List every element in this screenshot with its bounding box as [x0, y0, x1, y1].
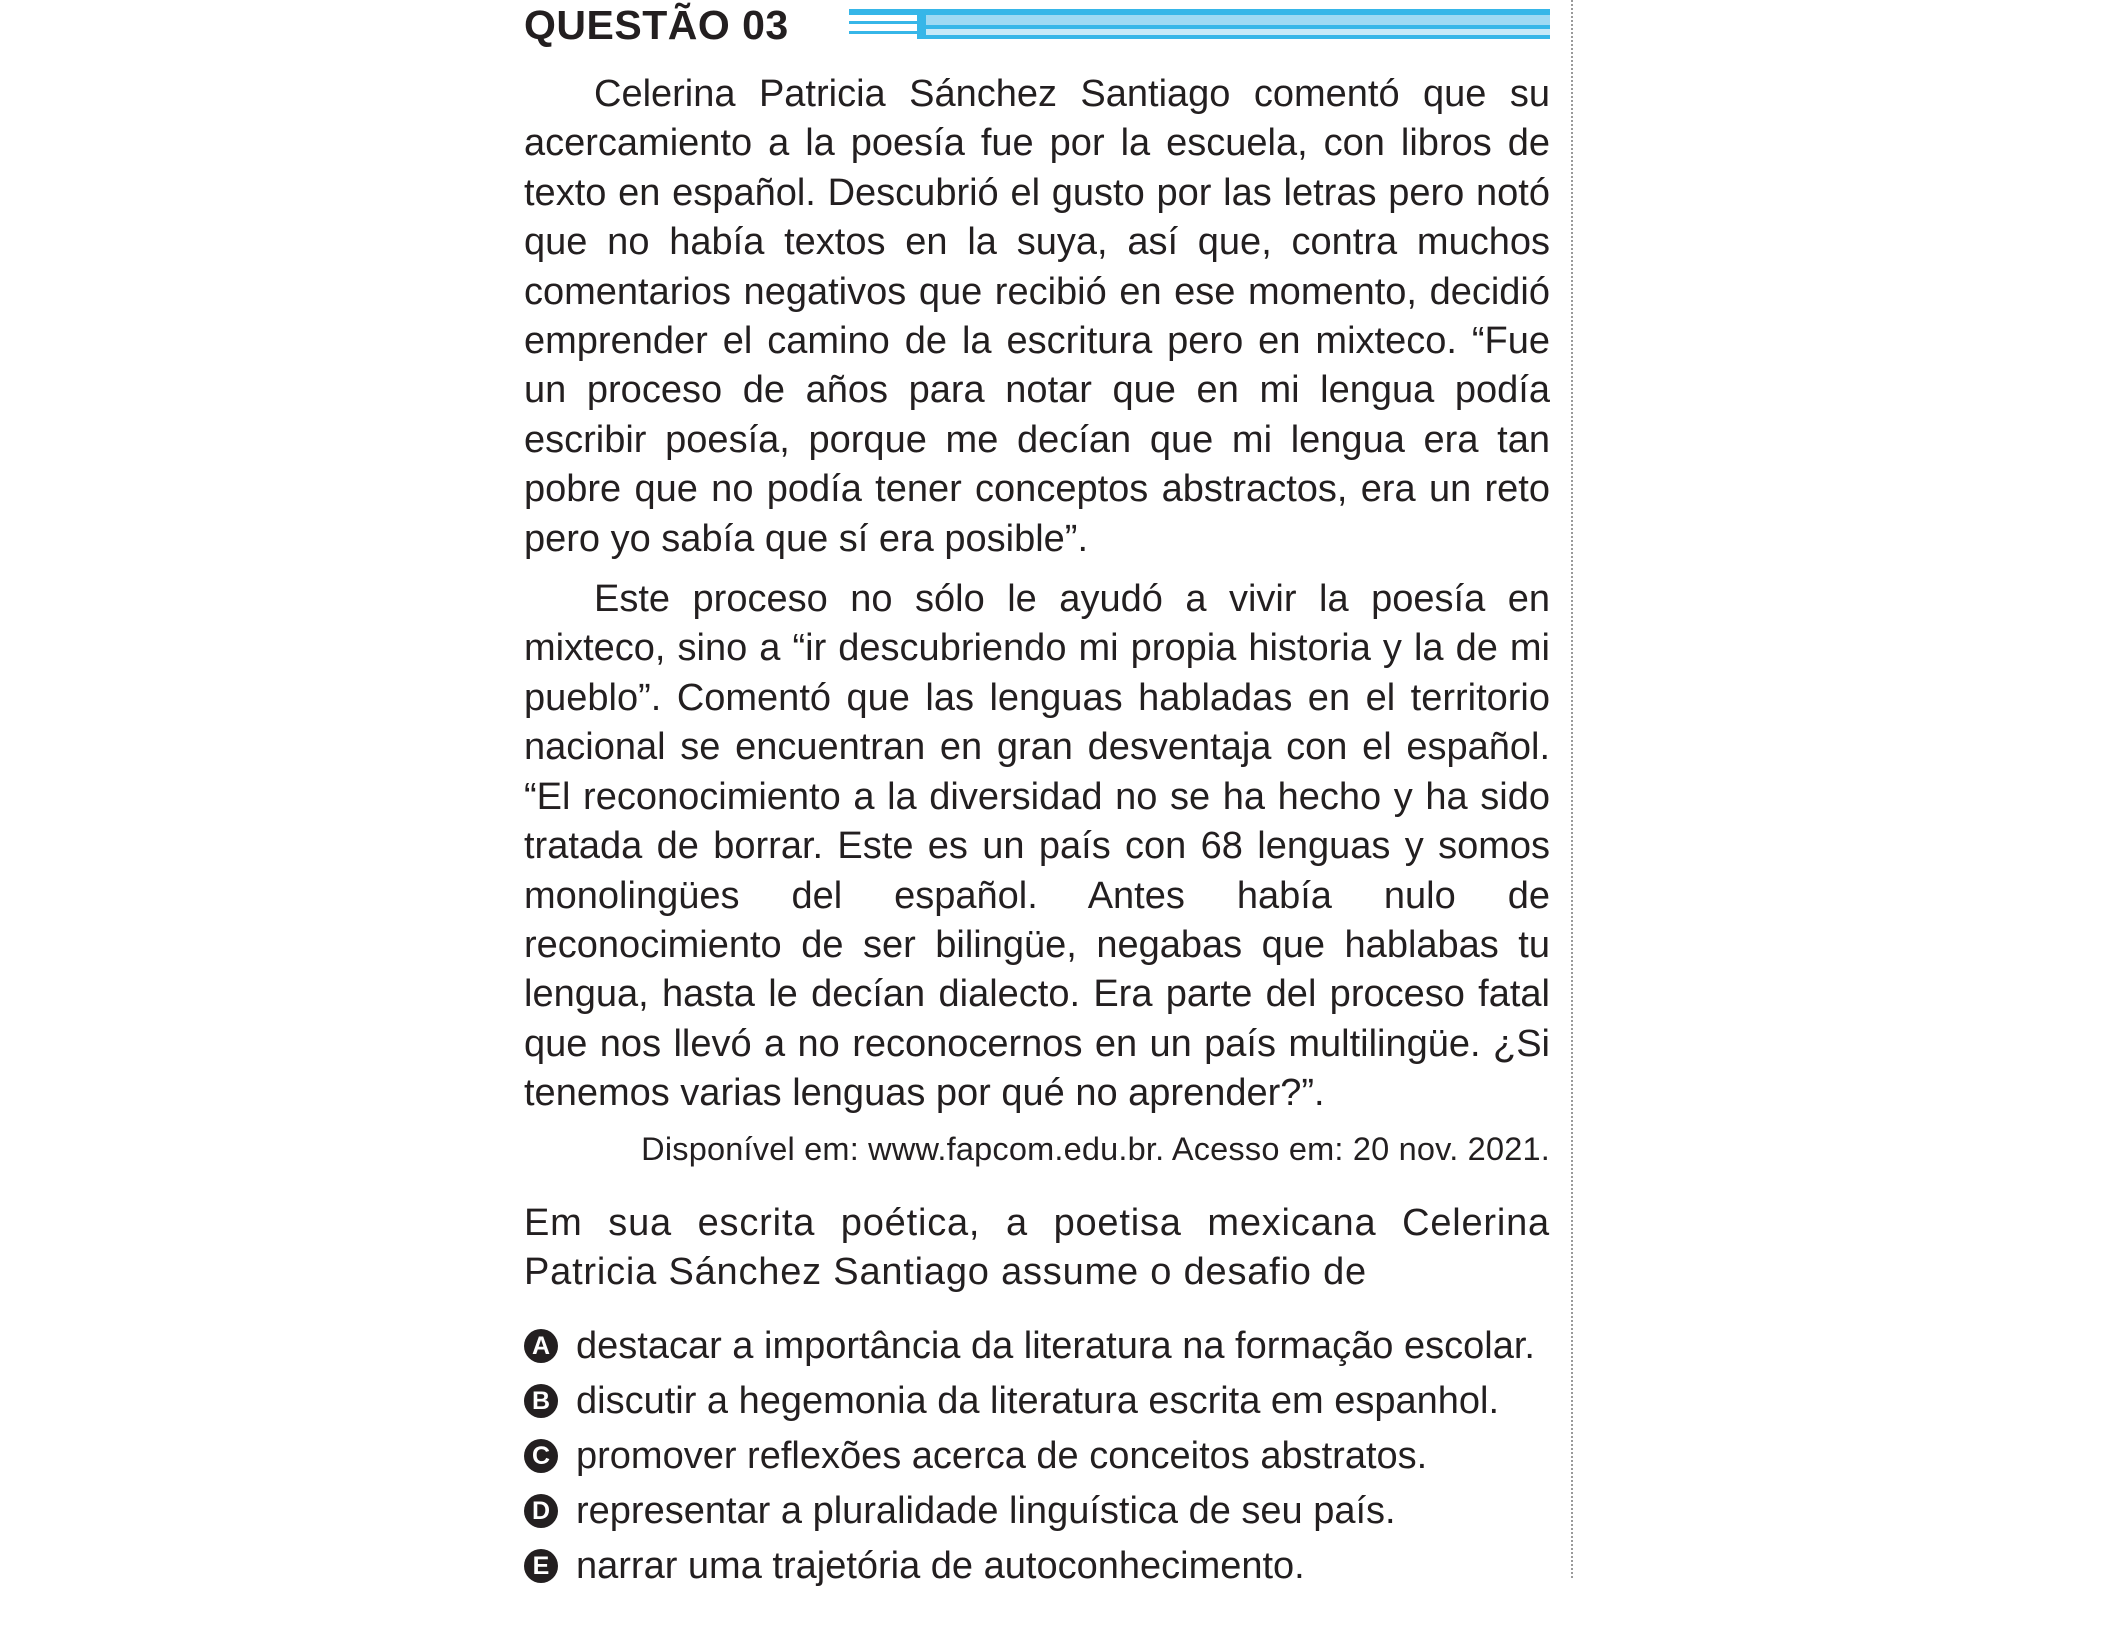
passage-paragraph-1: Celerina Patricia Sánchez Santiago comentó que su acercamiento a la poesía fue por la escuela, con libros de texto en español. Descubrió el gusto por las letras pero notó que no había textos en la suya, así que, contra muchos comentarios negativos que recibió en ese momento, decidió emprender el camino de la escritura pero en mixteco. “Fue un proceso de años para notar que en mi lengua podía escribir poesía, porque me decían que mi lengua era tan pobre que no podía tener conceptos abstractos, era un reto pero yo sabía que sí era posible”.: [524, 73, 1550, 560]
column-divider: [1571, 0, 1573, 1578]
option-c[interactable]: [524, 1429, 1550, 1484]
option-b-letter-icon: B: [524, 1384, 558, 1418]
question-header: [524, 0, 1550, 56]
option-e-text: narrar uma trajetória de autoconhecimento.: [576, 1544, 1305, 1587]
option-e[interactable]: [524, 1539, 1550, 1594]
option-d-letter-icon: D: [524, 1494, 558, 1528]
option-a[interactable]: [524, 1319, 1550, 1374]
passage-paragraph-2: Este proceso no sólo le ayudó a vivir la poesía en mixteco, sino a “ir descubriendo mi propia historia y la de mi pueblo”. Comentó que las lenguas habladas en el territorio nacional se encuentran en gran desventaja con el español. “El reconocimiento a la diversidad no se ha hecho y ha sido tratada de borrar. Este es un país con 68 lenguas y somos monolingües del español. Antes había nulo de reconocimiento de ser bilingüe, negabas que hablabas tu lengua, hasta le decían dialecto. Era parte del proceso fatal que nos llevó a no reconocernos en un país multilingüe. ¿Si tenemos varias lenguas por qué no aprender?”.: [524, 578, 1550, 1115]
question-column: [524, 0, 1550, 1610]
option-a-text: destacar a importância da literatura na formação escolar.: [576, 1324, 1535, 1367]
option-c-text: promover reflexões acerca de conceitos abstratos.: [576, 1434, 1428, 1477]
option-c-letter-icon: C: [524, 1439, 558, 1473]
answer-options: [524, 1319, 1550, 1594]
question-title: QUESTÃO 03: [524, 2, 789, 48]
option-d[interactable]: [524, 1484, 1550, 1539]
passage-source: Disponível em: www.fapcom.edu.br. Acesso em: 20 nov. 2021.: [641, 1130, 1550, 1167]
question-stem: Em sua escrita poética, a poetisa mexicana Celerina Patricia Sánchez Santiago assume o desafio de: [524, 1201, 1550, 1293]
passage: [524, 70, 1550, 1119]
option-b[interactable]: [524, 1374, 1550, 1429]
option-b-text: discutir a hegemonia da literatura escrita em espanhol.: [576, 1379, 1500, 1422]
option-d-text: representar a pluralidade linguística de seu país.: [576, 1489, 1396, 1532]
title-decorative-bar: [849, 9, 1550, 39]
option-a-letter-icon: A: [524, 1329, 558, 1363]
option-e-letter-icon: E: [524, 1549, 558, 1583]
